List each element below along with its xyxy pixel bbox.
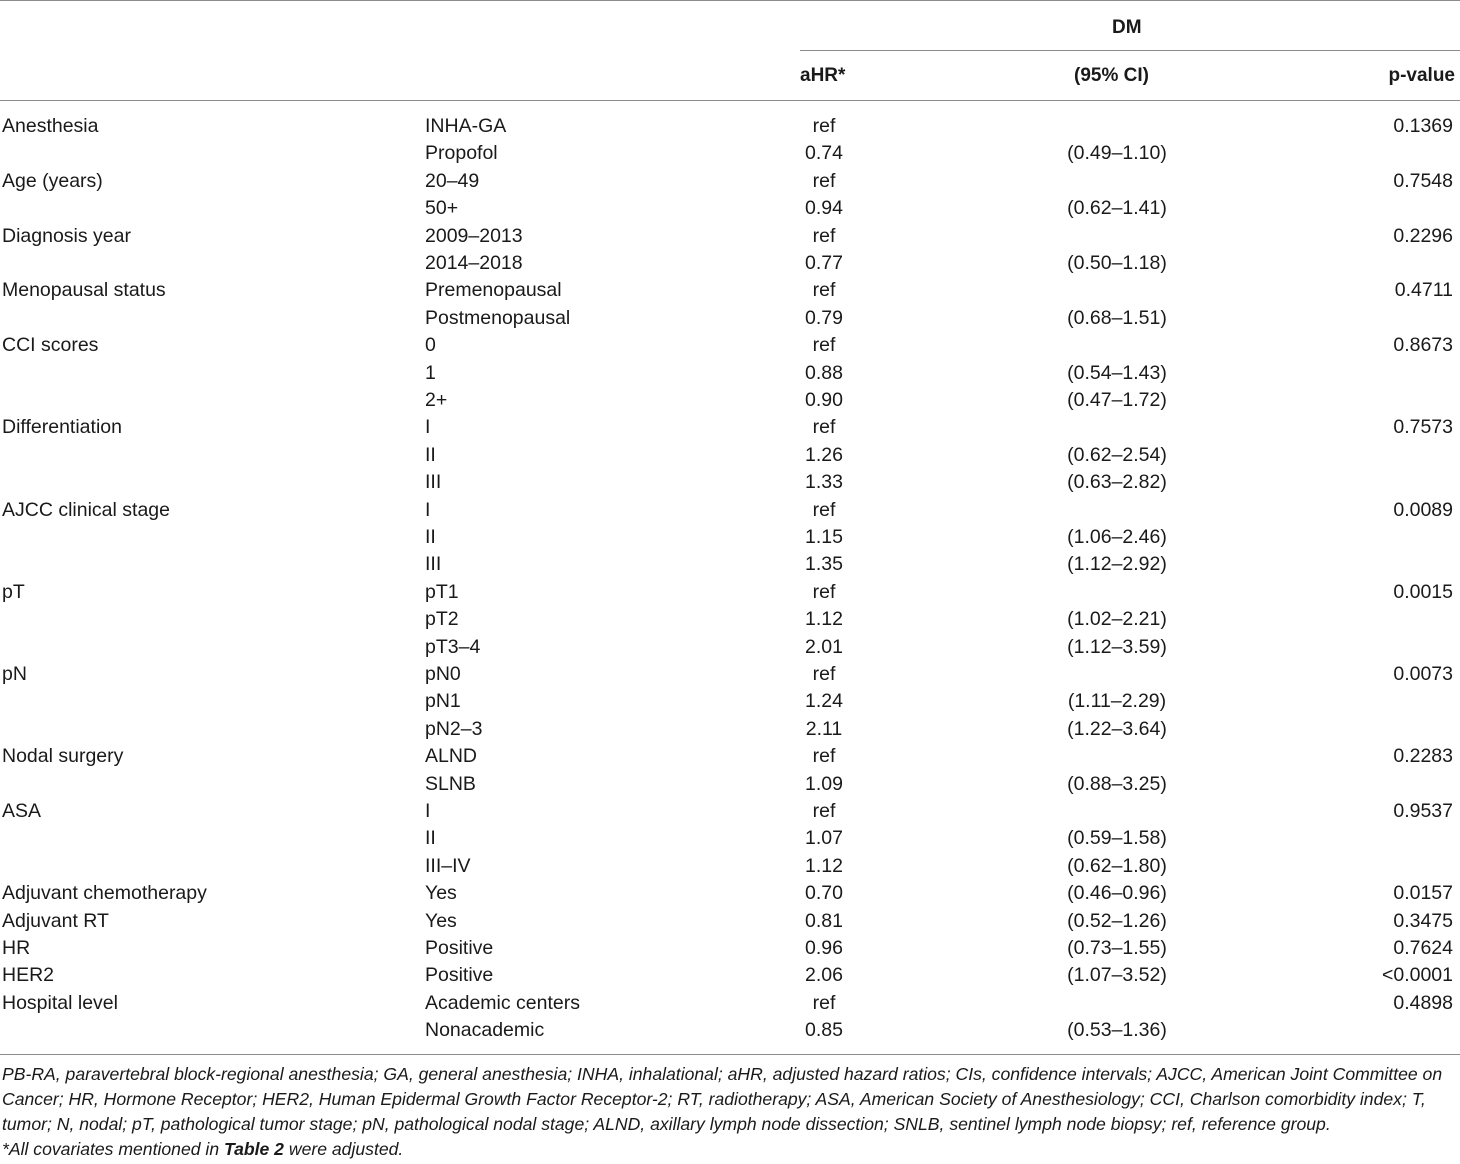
row-p-value: 0.1369: [1393, 115, 1453, 137]
row-level: pT3–4: [425, 636, 481, 658]
row-variable: AJCC clinical stage: [2, 499, 170, 521]
row-ci: (0.59–1.58): [1067, 827, 1167, 849]
header-group-dm: DM: [1112, 17, 1142, 38]
header-rule: [0, 100, 1460, 101]
row-ahr: 0.88: [805, 362, 843, 384]
row-p-value: 0.4711: [1394, 279, 1453, 301]
row-level: Yes: [425, 910, 457, 932]
row-p-value: 0.7548: [1393, 170, 1453, 192]
row-ahr: 0.96: [805, 937, 843, 959]
row-ci: (0.50–1.18): [1067, 252, 1167, 274]
row-level: 1: [425, 362, 436, 384]
row-ahr: 0.70: [805, 882, 843, 904]
row-variable: Menopausal status: [2, 279, 166, 301]
row-level: pN0: [425, 663, 461, 685]
row-ahr: 0.94: [805, 197, 843, 219]
row-ahr: ref: [812, 416, 836, 438]
footnote-adjustment: [2, 1137, 1452, 1162]
row-ci: (0.63–2.82): [1067, 471, 1167, 493]
row-ahr: ref: [812, 115, 836, 137]
row-ci: (0.53–1.36): [1067, 1019, 1167, 1041]
row-p-value: 0.8673: [1393, 334, 1453, 356]
row-level: III: [425, 471, 442, 493]
table-footnote: [2, 1062, 1452, 1162]
row-ci: (1.02–2.21): [1067, 608, 1167, 630]
row-ahr: 1.15: [805, 526, 843, 548]
row-ci: (1.11–2.29): [1067, 690, 1167, 712]
row-level: III: [425, 553, 442, 575]
row-ci: (0.54–1.43): [1067, 362, 1167, 384]
row-ci: (0.52–1.26): [1067, 910, 1167, 932]
row-ahr: 1.12: [805, 855, 843, 877]
row-level: Premenopausal: [425, 279, 562, 301]
footnote-abbreviations: PB-RA, paravertebral block-regional anesthesia; GA, general anesthesia; INHA, inhalational; aHR, adjusted hazard ratios; CIs, confidence intervals; AJCC, American Joint Committee on Cancer; HR, Hormone Receptor; HER2, Human Epidermal Growth Factor Receptor-2; RT, radiotherapy; ASA, American Society of Anesthesiology; CCI, Charlson comorbidity index; T, tumor; N, nodal; pT, pathological tumor stage; pN, pathological nodal stage; ALND, axillary lymph node dissection; SNLB, sentinel lymph node biopsy; ref, reference group.: [2, 1064, 1443, 1134]
row-variable: Diagnosis year: [2, 225, 131, 247]
row-variable: Age (years): [2, 170, 103, 192]
row-level: I: [425, 416, 431, 438]
row-level: 0: [425, 334, 436, 356]
row-variable: pT: [2, 581, 25, 603]
row-ci: (1.12–3.59): [1067, 636, 1167, 658]
row-level: 2009–2013: [425, 225, 523, 247]
row-ci: (0.62–1.80): [1067, 855, 1167, 877]
row-ahr: 0.85: [805, 1019, 843, 1041]
row-level: Positive: [425, 937, 494, 959]
row-variable: Adjuvant chemotherapy: [2, 882, 207, 904]
row-level: pT1: [425, 581, 459, 603]
row-ahr: ref: [812, 499, 836, 521]
row-ci: (0.73–1.55): [1067, 937, 1167, 959]
row-p-value: 0.9537: [1393, 800, 1453, 822]
row-p-value: 0.2283: [1393, 745, 1453, 767]
row-p-value: 0.0015: [1393, 581, 1453, 603]
row-ahr: ref: [812, 992, 836, 1014]
row-ahr: ref: [812, 225, 836, 247]
row-variable: HER2: [2, 964, 55, 986]
row-ahr: ref: [812, 170, 836, 192]
row-p-value: 0.2296: [1393, 225, 1453, 247]
row-ci: (0.47–1.72): [1067, 389, 1167, 411]
row-level: Academic centers: [425, 992, 580, 1014]
row-ahr: ref: [812, 745, 836, 767]
row-level: 2+: [425, 389, 448, 411]
row-ci: (0.88–3.25): [1067, 773, 1167, 795]
row-level: Postmenopausal: [425, 307, 571, 329]
row-ahr: 1.33: [805, 471, 843, 493]
row-level: pN1: [425, 690, 461, 712]
row-p-value: 0.7573: [1393, 416, 1453, 438]
row-level: 20–49: [425, 170, 480, 192]
row-level: pN2–3: [425, 718, 483, 740]
row-level: III–IV: [425, 855, 471, 877]
row-ahr: ref: [812, 581, 836, 603]
row-ci: (1.06–2.46): [1067, 526, 1167, 548]
row-level: Propofol: [425, 142, 498, 164]
row-ahr: 1.26: [805, 444, 843, 466]
bottom-rule: [0, 1054, 1460, 1055]
row-ahr: 1.12: [805, 608, 843, 630]
row-variable: ASA: [2, 800, 42, 822]
row-ci: (1.12–2.92): [1067, 553, 1167, 575]
row-p-value: 0.0157: [1393, 882, 1453, 904]
row-variable: Nodal surgery: [2, 745, 124, 767]
row-level: 50+: [425, 197, 459, 219]
row-level: II: [425, 444, 436, 466]
row-ahr: 0.77: [805, 252, 843, 274]
row-ahr: 1.35: [805, 553, 843, 575]
row-p-value: 0.0073: [1393, 663, 1453, 685]
row-level: SLNB: [425, 773, 476, 795]
row-ci: (1.22–3.64): [1067, 718, 1167, 740]
row-level: Positive: [425, 964, 494, 986]
row-ahr: 2.01: [805, 636, 843, 658]
row-variable: CCI scores: [2, 334, 99, 356]
header-p-value: p-value: [1388, 65, 1455, 86]
row-ahr: ref: [812, 334, 836, 356]
table-2-link[interactable]: Table 2: [224, 1139, 284, 1159]
row-level: Yes: [425, 882, 457, 904]
row-ahr: 1.07: [805, 827, 843, 849]
header-ci: (95% CI): [1074, 65, 1149, 86]
row-ahr: 0.74: [805, 142, 843, 164]
row-level: II: [425, 827, 436, 849]
row-level: 2014–2018: [425, 252, 523, 274]
row-ci: (0.68–1.51): [1067, 307, 1167, 329]
row-level: I: [425, 800, 431, 822]
top-rule: [0, 0, 1460, 1]
header-ahr: aHR*: [800, 65, 846, 86]
row-ahr: 0.79: [805, 307, 843, 329]
row-ahr: ref: [812, 279, 836, 301]
group-rule: [800, 50, 1460, 51]
row-level: ALND: [425, 745, 478, 767]
row-p-value: 0.3475: [1393, 910, 1453, 932]
row-ahr: 1.09: [805, 773, 843, 795]
row-variable: Differentiation: [2, 416, 122, 438]
row-ci: (0.62–2.54): [1067, 444, 1167, 466]
row-level: pT2: [425, 608, 459, 630]
row-level: I: [425, 499, 431, 521]
row-variable: pN: [2, 663, 27, 685]
row-ci: (0.49–1.10): [1067, 142, 1167, 164]
row-ci: (1.07–3.52): [1067, 964, 1167, 986]
row-variable: HR: [2, 937, 31, 959]
row-p-value: 0.7624: [1393, 937, 1453, 959]
row-level: Nonacademic: [425, 1019, 545, 1041]
row-level: II: [425, 526, 436, 548]
row-ahr: 1.24: [805, 690, 843, 712]
row-variable: Hospital level: [2, 992, 118, 1014]
footnote-adjust-suffix: were adjusted.: [283, 1139, 404, 1159]
row-ahr: ref: [812, 800, 836, 822]
row-variable: Adjuvant RT: [2, 910, 109, 932]
row-ci: (0.62–1.41): [1067, 197, 1167, 219]
row-p-value: <0.0001: [1381, 964, 1453, 986]
row-ahr: 2.06: [805, 964, 843, 986]
row-ahr: 0.81: [805, 910, 843, 932]
row-ahr: 2.11: [805, 718, 843, 740]
row-ahr: 0.90: [805, 389, 843, 411]
row-p-value: 0.4898: [1393, 992, 1453, 1014]
row-variable: Anesthesia: [2, 115, 99, 137]
row-p-value: 0.0089: [1393, 499, 1453, 521]
footnote-adjust-prefix: *All covariates mentioned in: [2, 1139, 224, 1159]
row-level: INHA-GA: [425, 115, 507, 137]
row-ci: (0.46–0.96): [1067, 882, 1167, 904]
row-ahr: ref: [812, 663, 836, 685]
